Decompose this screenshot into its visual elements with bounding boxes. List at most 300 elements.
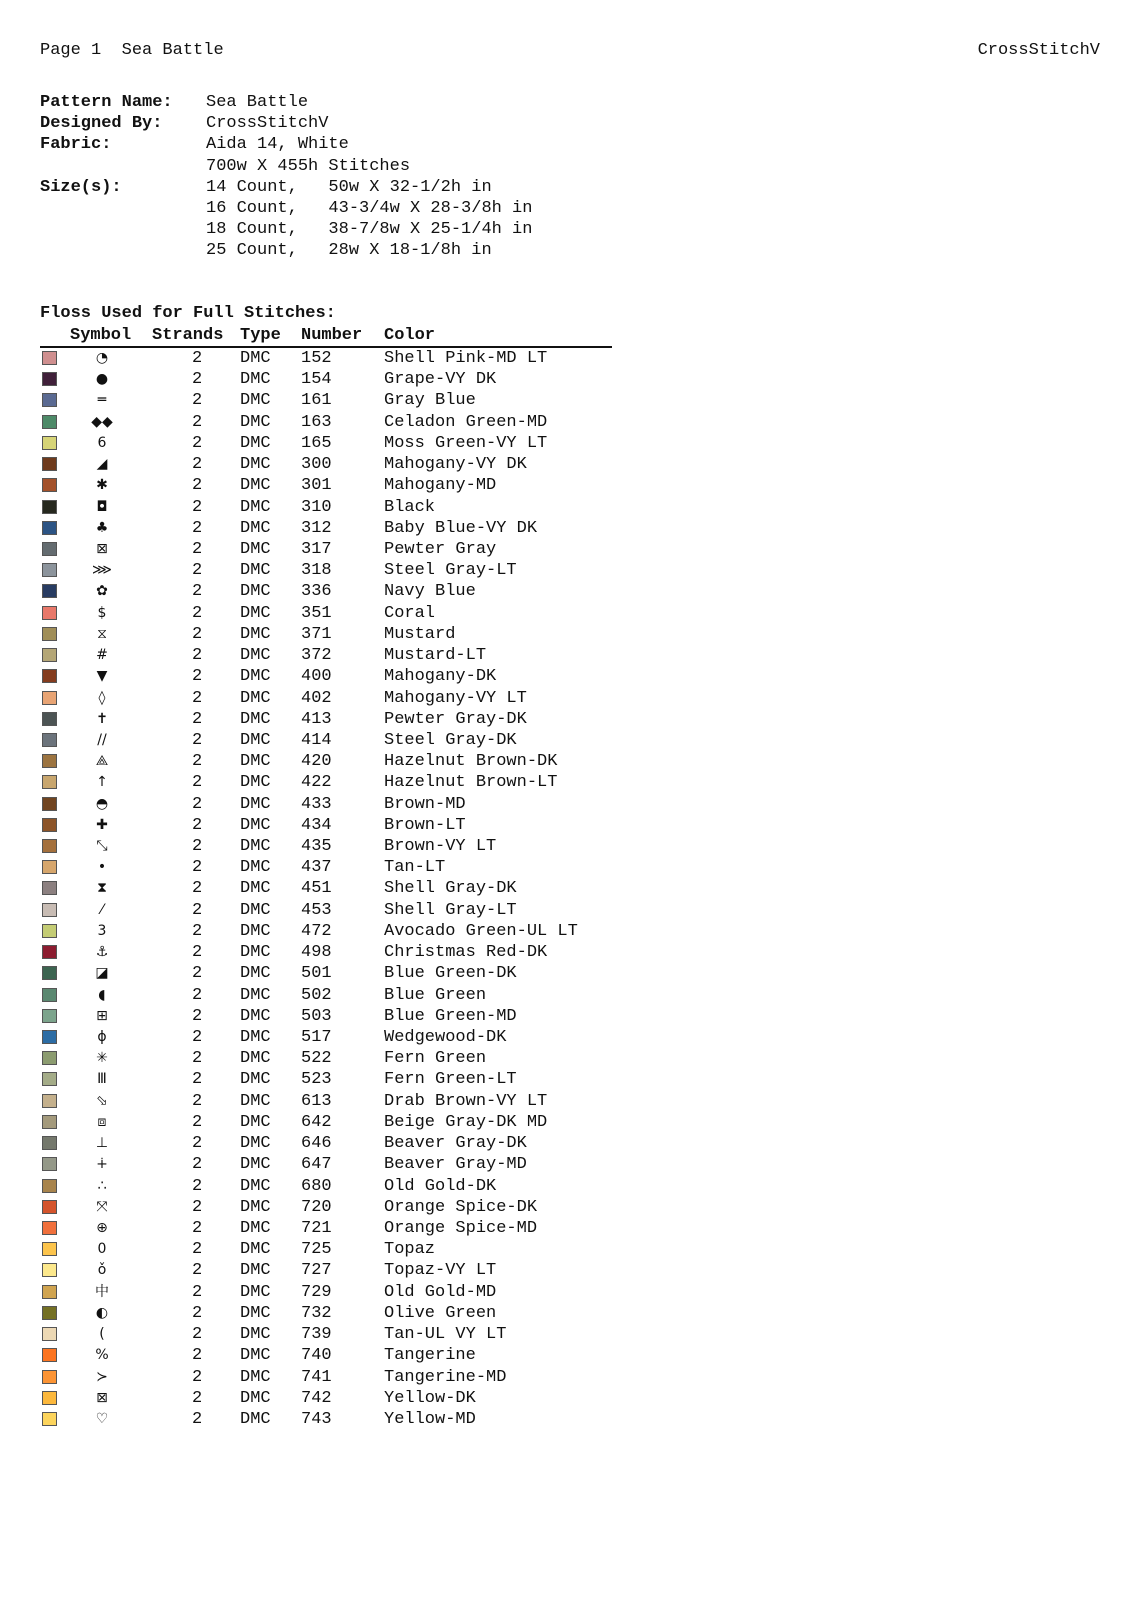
strands-cell: 2 <box>192 1409 203 1429</box>
number-cell: 152 <box>301 349 332 368</box>
color-name-cell: Shell Pink-MD LT <box>384 349 548 368</box>
number-cell: 301 <box>301 476 332 496</box>
type-cell: DMC <box>240 582 271 602</box>
strands-cell: 2 <box>192 624 203 644</box>
color-swatch <box>42 1391 57 1405</box>
type-cell: DMC <box>240 1112 271 1132</box>
color-swatch <box>42 542 57 556</box>
strands-cell: 2 <box>192 370 203 390</box>
info-row <box>40 156 532 177</box>
info-value: Sea Battle <box>206 93 309 112</box>
info-label <box>40 156 206 177</box>
strands-cell: 2 <box>192 1218 203 1238</box>
info-row <box>40 219 532 240</box>
strands-cell: 2 <box>192 476 203 496</box>
number-cell: 502 <box>301 985 332 1005</box>
symbol-glyph: ɸ <box>97 1029 107 1045</box>
strands-cell: 2 <box>192 985 203 1005</box>
color-swatch <box>42 584 57 598</box>
type-cell: DMC <box>240 667 271 687</box>
symbol-glyph: 0 <box>97 1241 107 1258</box>
type-cell: DMC <box>240 1155 271 1175</box>
strands-cell: 2 <box>192 603 203 623</box>
color-name-cell: Hazelnut Brown-DK <box>384 752 558 772</box>
color-name-cell: Mahogany-MD <box>384 476 497 496</box>
strands-cell: 2 <box>192 1006 203 1026</box>
number-cell: 310 <box>301 497 332 517</box>
table-row <box>40 815 612 836</box>
color-swatch <box>42 1412 57 1426</box>
table-row <box>40 348 612 369</box>
col-symbol: Symbol <box>70 326 132 345</box>
strands-cell: 2 <box>192 1197 203 1217</box>
symbol-glyph: ◓ <box>95 795 109 812</box>
type-cell: DMC <box>240 539 271 559</box>
number-cell: 498 <box>301 943 332 963</box>
color-swatch <box>42 881 57 895</box>
symbol-glyph: 3 <box>97 922 107 939</box>
color-swatch <box>42 500 57 514</box>
color-swatch <box>42 1030 57 1044</box>
table-row <box>40 1345 612 1366</box>
color-name-cell: Yellow-MD <box>384 1409 476 1429</box>
color-swatch <box>42 797 57 811</box>
number-cell: 522 <box>301 1049 332 1069</box>
color-name-cell: Tan-LT <box>384 858 446 878</box>
strands-cell: 2 <box>192 752 203 772</box>
type-cell: DMC <box>240 624 271 644</box>
number-cell: 351 <box>301 603 332 623</box>
col-strands: Strands <box>152 326 224 345</box>
number-cell: 721 <box>301 1218 332 1238</box>
strands-cell: 2 <box>192 667 203 687</box>
type-cell: DMC <box>240 1388 271 1408</box>
strands-cell: 2 <box>192 921 203 941</box>
info-label <box>40 240 206 261</box>
type-cell: DMC <box>240 455 271 475</box>
type-cell: DMC <box>240 815 271 835</box>
number-cell: 453 <box>301 900 332 920</box>
strands-cell: 2 <box>192 391 203 411</box>
number-cell: 318 <box>301 561 332 581</box>
color-swatch <box>42 1348 57 1362</box>
color-swatch <box>42 733 57 747</box>
table-row <box>40 1112 612 1133</box>
strands-cell: 2 <box>192 518 203 538</box>
strands-cell: 2 <box>192 773 203 793</box>
number-cell: 165 <box>301 433 332 453</box>
type-cell: DMC <box>240 433 271 453</box>
info-value: Aida 14, White <box>206 135 349 155</box>
color-swatch <box>42 903 57 917</box>
color-name-cell: Pewter Gray <box>384 539 497 559</box>
color-swatch <box>42 1370 57 1384</box>
table-row <box>40 369 612 390</box>
symbol-glyph: ▼ <box>96 668 108 685</box>
type-cell: DMC <box>240 1282 271 1302</box>
number-cell: 743 <box>301 1409 332 1429</box>
color-swatch <box>42 775 57 789</box>
color-name-cell: Brown-MD <box>384 794 466 814</box>
symbol-glyph: ◪ <box>95 965 109 982</box>
type-cell: DMC <box>240 688 271 708</box>
info-label <box>40 219 206 240</box>
color-name-cell: Mahogany-DK <box>384 667 497 687</box>
type-cell: DMC <box>240 391 271 411</box>
table-row <box>40 1006 612 1027</box>
color-name-cell: Shell Gray-LT <box>384 900 517 920</box>
table-row <box>40 1176 612 1197</box>
color-name-cell: Blue Green-MD <box>384 1006 517 1026</box>
symbol-glyph: $ <box>97 604 107 621</box>
type-cell: DMC <box>240 1197 271 1217</box>
number-cell: 161 <box>301 391 332 411</box>
number-cell: 434 <box>301 815 332 835</box>
number-cell: 317 <box>301 539 332 559</box>
number-cell: 740 <box>301 1346 332 1366</box>
symbol-glyph: ⁄ <box>100 901 104 918</box>
strands-cell: 2 <box>192 539 203 559</box>
symbol-glyph: ⬂ <box>96 1092 108 1109</box>
color-swatch <box>42 563 57 577</box>
color-swatch <box>42 988 57 1002</box>
number-cell: 433 <box>301 794 332 814</box>
table-row <box>40 518 612 539</box>
color-swatch <box>42 1221 57 1235</box>
type-cell: DMC <box>240 773 271 793</box>
number-cell: 472 <box>301 921 332 941</box>
color-swatch <box>42 860 57 874</box>
number-cell: 613 <box>301 1091 332 1111</box>
color-name-cell: Topaz <box>384 1240 436 1260</box>
color-swatch <box>42 1115 57 1129</box>
symbol-glyph: ✿ <box>96 583 108 600</box>
strands-cell: 2 <box>192 709 203 729</box>
color-name-cell: Beaver Gray-MD <box>384 1155 527 1175</box>
number-cell: 300 <box>301 455 332 475</box>
info-label: Size(s): <box>40 177 122 197</box>
color-name-cell: Fern Green-LT <box>384 1070 517 1090</box>
color-swatch <box>42 818 57 832</box>
color-swatch <box>42 457 57 471</box>
number-cell: 727 <box>301 1261 332 1281</box>
symbol-glyph: ⚓ <box>95 944 109 961</box>
type-cell: DMC <box>240 1176 271 1196</box>
color-name-cell: Mahogany-VY LT <box>384 688 527 708</box>
number-cell: 720 <box>301 1197 332 1217</box>
type-cell: DMC <box>240 730 271 750</box>
info-row <box>40 240 532 261</box>
number-cell: 422 <box>301 773 332 793</box>
color-name-cell: Baby Blue-VY DK <box>384 518 538 538</box>
table-row <box>40 603 612 624</box>
color-name-cell: Tan-UL VY LT <box>384 1325 507 1345</box>
number-cell: 741 <box>301 1367 332 1387</box>
symbol-glyph: ═ <box>97 392 107 409</box>
type-cell: DMC <box>240 1134 271 1154</box>
color-name-cell: Tangerine-MD <box>384 1367 507 1387</box>
table-row <box>40 433 612 454</box>
symbol-glyph: ⤧ <box>96 1198 108 1215</box>
number-cell: 372 <box>301 646 332 666</box>
strands-cell: 2 <box>192 1134 203 1154</box>
table-row <box>40 645 612 666</box>
strands-cell: 2 <box>192 497 203 517</box>
symbol-glyph: % <box>95 1347 109 1364</box>
table-row <box>40 1218 612 1239</box>
strands-cell: 2 <box>192 943 203 963</box>
symbol-glyph: Ⅲ <box>97 1071 107 1088</box>
color-name-cell: Orange Spice-MD <box>384 1218 538 1238</box>
color-name-cell: Brown-VY LT <box>384 837 497 857</box>
color-swatch <box>42 1306 57 1320</box>
table-row <box>40 985 612 1006</box>
strands-cell: 2 <box>192 1261 203 1281</box>
strands-cell: 2 <box>192 837 203 857</box>
color-swatch <box>42 1179 57 1193</box>
strands-cell: 2 <box>192 688 203 708</box>
strands-cell: 2 <box>192 730 203 750</box>
color-name-cell: Hazelnut Brown-LT <box>384 773 558 793</box>
table-row <box>40 1239 612 1260</box>
symbol-glyph: ◖ <box>98 986 106 1003</box>
color-swatch <box>42 966 57 980</box>
color-name-cell: Orange Spice-DK <box>384 1197 538 1217</box>
color-swatch <box>42 1285 57 1299</box>
col-number: Number <box>301 326 363 345</box>
color-swatch <box>42 712 57 726</box>
strands-cell: 2 <box>192 900 203 920</box>
table-row <box>40 878 612 899</box>
color-name-cell: Blue Green-DK <box>384 964 517 984</box>
col-type: Type <box>240 326 281 345</box>
number-cell: 729 <box>301 1282 332 1302</box>
table-row <box>40 921 612 942</box>
color-name-cell: Blue Green <box>384 985 487 1005</box>
info-value: 25 Count, 28w X 18-1/8h in <box>206 241 492 261</box>
symbol-glyph: ( <box>99 1326 105 1343</box>
page-number: Page 1 <box>40 41 102 60</box>
page-header-brand: CrossStitchV <box>977 41 1100 60</box>
symbol-glyph: ∴ <box>97 1177 107 1194</box>
type-cell: DMC <box>240 900 271 920</box>
color-swatch <box>42 669 57 683</box>
symbol-glyph: ⊠ <box>96 1389 108 1406</box>
strands-cell: 2 <box>192 646 203 666</box>
color-swatch <box>42 1094 57 1108</box>
table-row <box>40 751 612 772</box>
type-cell: DMC <box>240 1070 271 1090</box>
number-cell: 437 <box>301 858 332 878</box>
table-row <box>40 709 612 730</box>
type-cell: DMC <box>240 794 271 814</box>
symbol-glyph: ✳ <box>96 1050 108 1067</box>
number-cell: 647 <box>301 1155 332 1175</box>
number-cell: 517 <box>301 1028 332 1047</box>
table-row <box>40 390 612 411</box>
number-cell: 413 <box>301 709 332 729</box>
table-row <box>40 836 612 857</box>
color-name-cell: Yellow-DK <box>384 1388 476 1408</box>
table-row <box>40 666 612 687</box>
type-cell: DMC <box>240 1028 271 1047</box>
number-cell: 646 <box>301 1134 332 1154</box>
table-row <box>40 794 612 815</box>
number-cell: 739 <box>301 1325 332 1345</box>
color-swatch <box>42 393 57 407</box>
color-name-cell: Coral <box>384 603 436 623</box>
table-row <box>40 1048 612 1069</box>
info-value: 16 Count, 43-3/4w X 28-3/8h in <box>206 198 533 218</box>
color-name-cell: Mustard-LT <box>384 646 487 666</box>
table-row <box>40 900 612 921</box>
symbol-glyph: ↑ <box>96 774 108 791</box>
strands-cell: 2 <box>192 1388 203 1408</box>
color-name-cell: Christmas Red-DK <box>384 943 548 963</box>
color-swatch <box>42 478 57 492</box>
type-cell: DMC <box>240 497 271 517</box>
color-swatch <box>42 351 57 365</box>
color-swatch <box>42 627 57 641</box>
table-row <box>40 539 612 560</box>
symbol-glyph: ◘ <box>96 498 108 515</box>
table-row <box>40 624 612 645</box>
symbol-glyph: ∔ <box>96 1156 108 1173</box>
info-row <box>40 198 532 219</box>
table-row <box>40 1388 612 1409</box>
type-cell: DMC <box>240 879 271 899</box>
col-color: Color <box>384 326 436 345</box>
symbol-glyph: ⤡ <box>96 838 108 855</box>
strands-cell: 2 <box>192 1049 203 1069</box>
color-swatch <box>42 436 57 450</box>
number-cell: 312 <box>301 518 332 538</box>
color-swatch <box>42 415 57 429</box>
color-name-cell: Drab Brown-VY LT <box>384 1091 548 1111</box>
strands-cell: 2 <box>192 1303 203 1323</box>
number-cell: 725 <box>301 1240 332 1260</box>
color-swatch <box>42 1263 57 1277</box>
table-row <box>40 1069 612 1090</box>
strands-cell: 2 <box>192 964 203 984</box>
floss-table-body <box>40 348 612 1430</box>
info-label <box>40 198 206 219</box>
color-swatch <box>42 521 57 535</box>
type-cell: DMC <box>240 858 271 878</box>
symbol-glyph: ⋙ <box>92 562 112 579</box>
type-cell: DMC <box>240 752 271 772</box>
strands-cell: 2 <box>192 412 203 432</box>
type-cell: DMC <box>240 1091 271 1111</box>
color-name-cell: Wedgewood-DK <box>384 1028 507 1047</box>
type-cell: DMC <box>240 709 271 729</box>
table-row <box>40 1303 612 1324</box>
strands-cell: 2 <box>192 561 203 581</box>
info-value: 14 Count, 50w X 32-1/2h in <box>206 177 492 197</box>
number-cell: 642 <box>301 1112 332 1132</box>
type-cell: DMC <box>240 1346 271 1366</box>
symbol-glyph: ✱ <box>96 477 108 494</box>
color-name-cell: Navy Blue <box>384 582 476 602</box>
type-cell: DMC <box>240 561 271 581</box>
color-name-cell: Avocado Green-UL LT <box>384 921 578 941</box>
color-swatch <box>42 945 57 959</box>
symbol-glyph: ◐ <box>95 1304 109 1321</box>
color-name-cell: Moss Green-VY LT <box>384 433 548 453</box>
color-name-cell: Fern Green <box>384 1049 487 1069</box>
symbol-glyph: # <box>96 647 108 664</box>
type-cell: DMC <box>240 1261 271 1281</box>
strands-cell: 2 <box>192 349 203 368</box>
strands-cell: 2 <box>192 1070 203 1090</box>
info-label: Fabric: <box>40 135 112 155</box>
color-name-cell: Steel Gray-DK <box>384 730 517 750</box>
color-swatch <box>42 1072 57 1086</box>
color-name-cell: Mustard <box>384 624 456 644</box>
table-row <box>40 772 612 793</box>
symbol-glyph: • <box>97 859 107 876</box>
color-name-cell: Mahogany-VY DK <box>384 455 527 475</box>
number-cell: 154 <box>301 370 332 390</box>
symbol-glyph: ◊ <box>98 689 106 706</box>
symbol-glyph: ⊥ <box>95 1135 109 1152</box>
strands-cell: 2 <box>192 1282 203 1302</box>
color-swatch <box>42 839 57 853</box>
number-cell: 523 <box>301 1070 332 1090</box>
color-name-cell: Tangerine <box>384 1346 476 1366</box>
table-row <box>40 497 612 518</box>
floss-section-title: Floss Used for Full Stitches: <box>40 304 336 323</box>
info-row <box>40 113 532 134</box>
info-value: 18 Count, 38-7/8w X 25-1/4h in <box>206 220 533 240</box>
number-cell: 501 <box>301 964 332 984</box>
color-name-cell: Old Gold-MD <box>384 1282 497 1302</box>
number-cell: 336 <box>301 582 332 602</box>
info-value: CrossStitchV <box>206 114 329 134</box>
symbol-glyph: ◆◆ <box>91 413 113 430</box>
table-row <box>40 1154 612 1175</box>
table-row <box>40 1324 612 1345</box>
symbol-glyph: ⟁ <box>95 753 109 770</box>
color-name-cell: Gray Blue <box>384 391 476 411</box>
color-swatch <box>42 1136 57 1150</box>
symbol-glyph: ✝ <box>96 710 108 727</box>
color-swatch <box>42 754 57 768</box>
type-cell: DMC <box>240 921 271 941</box>
table-row <box>40 560 612 581</box>
table-row <box>40 1091 612 1112</box>
symbol-glyph: ⧖ <box>97 625 107 642</box>
table-row <box>40 412 612 433</box>
number-cell: 435 <box>301 837 332 857</box>
number-cell: 371 <box>301 624 332 644</box>
type-cell: DMC <box>240 476 271 496</box>
table-row <box>40 475 612 496</box>
color-name-cell: Steel Gray-LT <box>384 561 517 581</box>
color-name-cell: Shell Gray-DK <box>384 879 517 899</box>
type-cell: DMC <box>240 1240 271 1260</box>
color-name-cell: Olive Green <box>384 1303 497 1323</box>
info-value: 700w X 455h Stitches <box>206 156 411 176</box>
strands-cell: 2 <box>192 1091 203 1111</box>
symbol-glyph: ⧈ <box>97 1113 107 1130</box>
strands-cell: 2 <box>192 1112 203 1132</box>
symbol-glyph: ◢ <box>96 456 108 473</box>
color-swatch <box>42 1009 57 1023</box>
table-row <box>40 1133 612 1154</box>
symbol-glyph: ♣ <box>95 519 109 536</box>
number-cell: 163 <box>301 412 332 432</box>
